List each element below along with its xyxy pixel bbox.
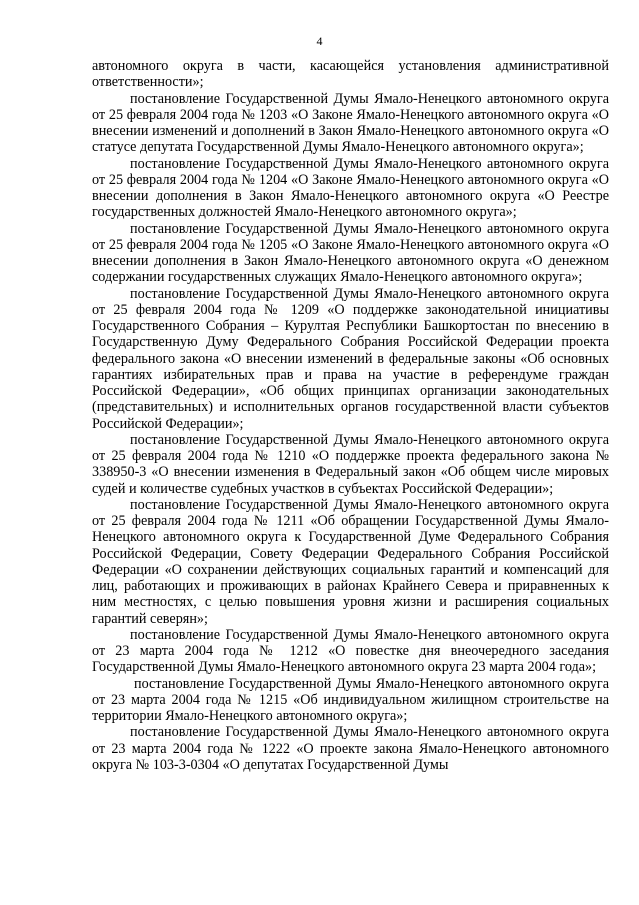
page-number: 4 <box>316 34 323 48</box>
paragraph-resolution-1204: постановление Государственной Думы Ямало-Ненецкого автономного округа от 25 февраля 2004 года № 1204 «О Законе Ямало-Ненецкого автономного округа «О внесении дополнения в Закон Ямало-Ненецкого автономного округа «О Реестре государственных должностей Ямало-Ненецкого автономного округа»; <box>92 155 609 221</box>
paragraph-resolution-1205: постановление Государственной Думы Ямало-Ненецкого автономного округа от 25 февраля 2004 года № 1205 «О Законе Ямало-Ненецкого автономного округа «О внесении дополнения в Закон Ямало-Ненецкого автономного округа «О денежном содержании государственных служащих Ямало-Ненецкого автономного округа»; <box>92 220 609 286</box>
paragraph-resolution-1210: постановление Государственной Думы Ямало-Ненецкого автономного округа от 25 февраля 2004 года № 1210 «О поддержке проекта федерального закона № 338950-3 «О внесении изменения в Федеральный закон «Об общем числе мировых судей и количестве судебных участков в субъектах Российской Федерации»; <box>92 431 609 497</box>
paragraph-resolution-1211: постановление Государственной Думы Ямало-Ненецкого автономного округа от 25 февраля 2004 года № 1211 «Об обращении Государственной Думы Ямало-Ненецкого автономного округа к Государственной Думе Федерального Собрания Российской Федерации, Совету Федерации Федерального Собрания Российской Федерации «О сохранении действующих социальных гарантий и компенсаций для лиц, работающих и проживающих в районах Крайнего Севера и приравненных к ним местностях, с целью повышения уровня жизни и расширения социальных гарантий северян»; <box>92 496 609 627</box>
document-body <box>92 58 609 773</box>
paragraph-resolution-1215: постановление Государственной Думы Ямало-Ненецкого автономного округа от 23 марта 2004 года № 1215 «Об индивидуальном жилищном строительстве на территории Ямало-Ненецкого автономного округа»; <box>92 675 609 724</box>
paragraph-resolution-1203: постановление Государственной Думы Ямало-Ненецкого автономного округа от 25 февраля 2004 года № 1203 «О Законе Ямало-Ненецкого автономного округа «О внесении изменений и дополнений в Закон Ямало-Ненецкого автономного округа «О статусе депутата Государственной Думы Ямало-Ненецкого автономного округа»; <box>92 90 609 156</box>
paragraph-resolution-1212: постановление Государственной Думы Ямало-Ненецкого автономного округа от 23 марта 2004 года № 1212 «О повестке дня внеочередного заседания Государственной Думы Ямало-Ненецкого автономного округа 23 марта 2004 года»; <box>92 626 609 676</box>
paragraph-continued: автономного округа в части, касающейся установления административной ответственности»; <box>92 58 609 91</box>
paragraph-resolution-1209: постановление Государственной Думы Ямало-Ненецкого автономного округа от 25 февраля 2004 года № 1209 «О поддержке законодательной инициативы Государственного Собрания – Курултая Республики Башкортостан по внесению в Государственную Думу Федерального Собрания Российской Федерации проекта федерального закона «О внесении изменений в федеральные законы «Об основных гарантиях избирательных прав и права на участие в референдуме граждан Российской Федерации», «Об общих принципах организации законодательных (представительных) и исполнительных органов государственной власти субъектов Российской Федерации»; <box>92 285 609 432</box>
paragraph-resolution-1222: постановление Государственной Думы Ямало-Ненецкого автономного округа от 23 марта 2004 года № 1222 «О проекте закона Ямало-Ненецкого автономного округа № 103-3-0304 «О депутатах Государственной Думы <box>92 724 609 773</box>
